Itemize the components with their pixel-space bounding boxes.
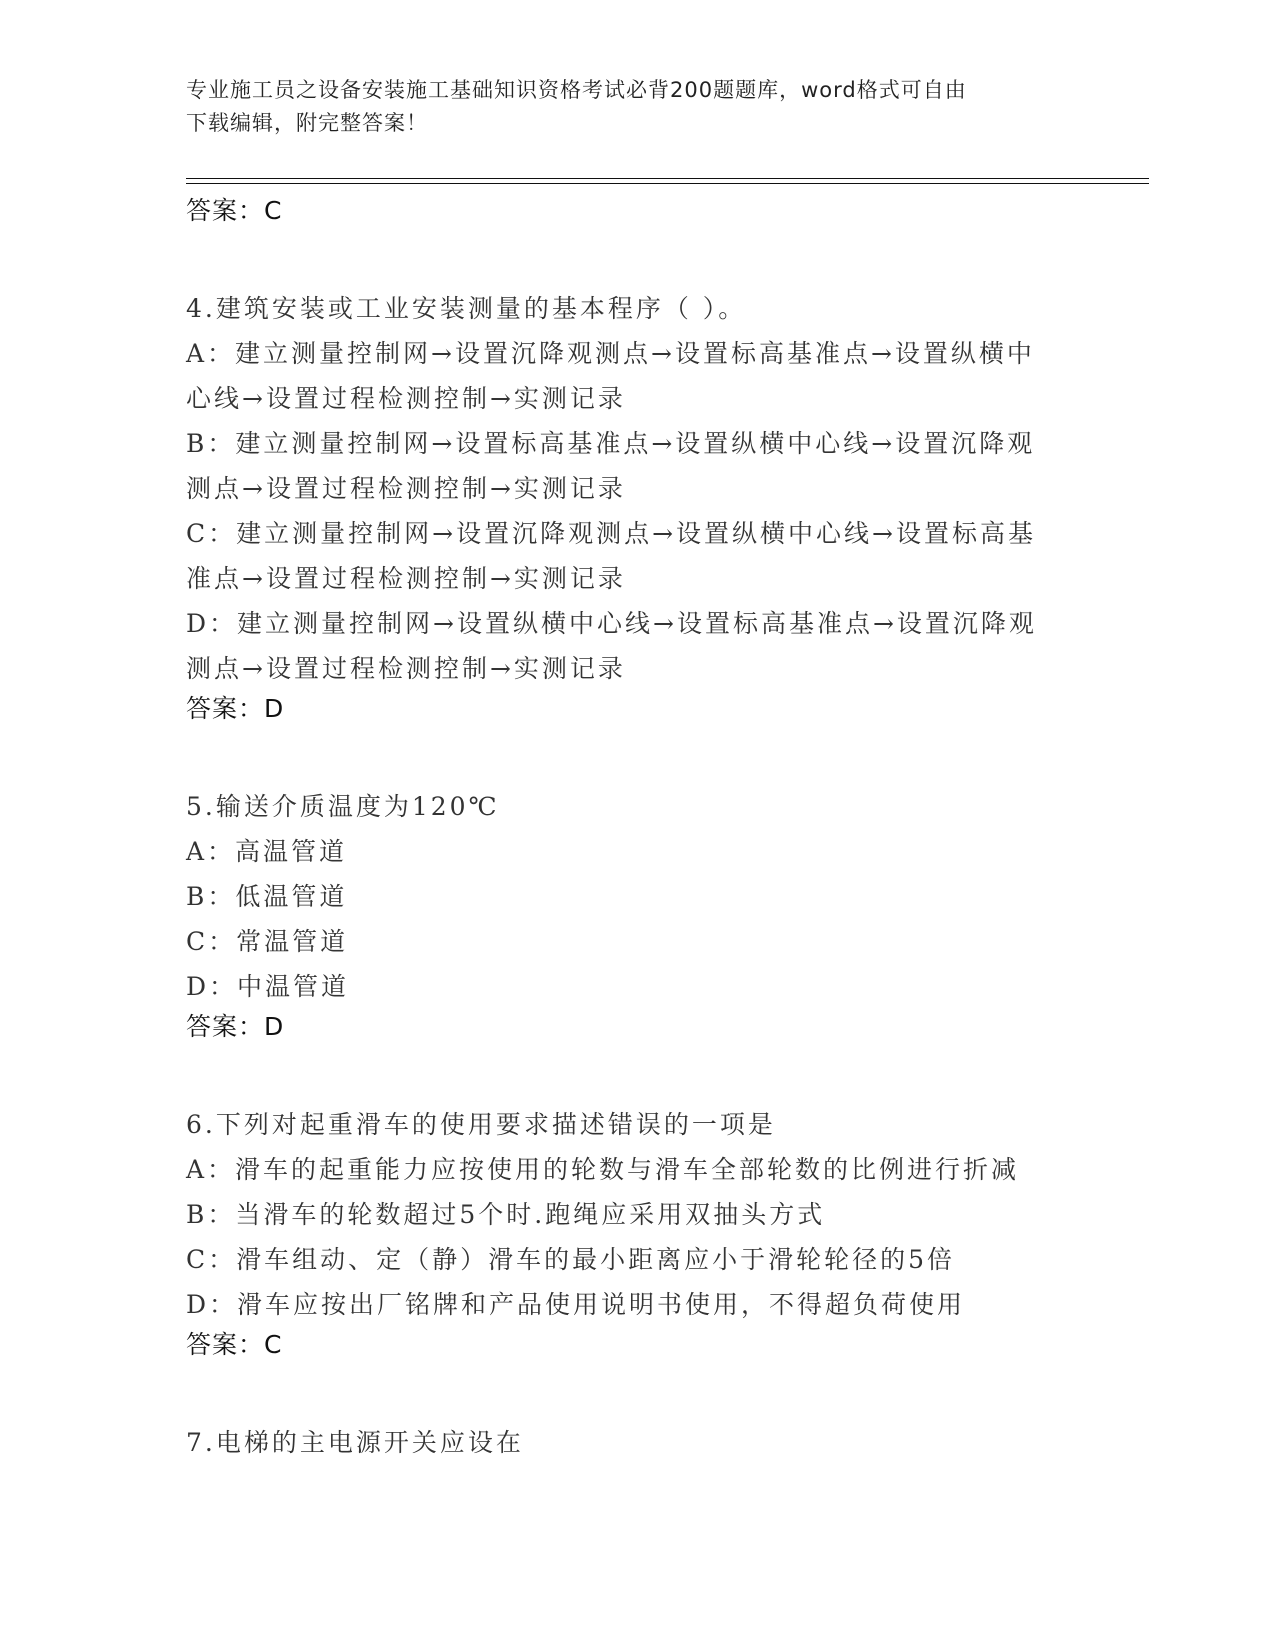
option-d: D：建立测量控制网→设置纵横中心线→设置标高基准点→设置沉降观 测点→设置过程检测控制→实测记录 <box>186 609 1037 683</box>
answer-q3: 答案：C <box>186 196 283 225</box>
question-stem: 4.建筑安装或工业安装测量的基本程序（ ）。 <box>186 294 747 323</box>
header-line-2: 下载编辑，附完整答案！ <box>186 111 428 135</box>
question-5 <box>186 784 1086 1044</box>
option-b: B：低温管道 <box>186 882 348 911</box>
answer-q4: 答案：D <box>186 694 285 723</box>
question-6 <box>186 1102 1086 1362</box>
answer-q5: 答案：D <box>186 1012 285 1041</box>
option-d: D：中温管道 <box>186 972 350 1001</box>
header-rule-bottom <box>186 183 1149 184</box>
option-c: C：建立测量控制网→设置沉降观测点→设置纵横中心线→设置标高基 准点→设置过程检测控制→实测记录 <box>186 519 1036 593</box>
question-stem: 7.电梯的主电源开关应设在 <box>186 1428 524 1457</box>
option-c: C：常温管道 <box>186 927 349 956</box>
question-stem: 6.下列对起重滑车的使用要求描述错误的一项是 <box>186 1110 776 1139</box>
answer-q6: 答案：C <box>186 1330 283 1359</box>
header-line-1: 专业施工员之设备安装施工基础知识资格考试必背200题题库，word格式可自由 <box>186 78 967 102</box>
question-stem: 5.输送介质温度为120℃ <box>186 792 500 821</box>
document-body <box>186 193 1086 1465</box>
option-b: B：建立测量控制网→设置标高基准点→设置纵横中心线→设置沉降观 测点→设置过程检测控制→实测记录 <box>186 429 1036 503</box>
page-header <box>186 74 1086 140</box>
option-a: A：高温管道 <box>186 837 348 866</box>
option-b: B：当滑车的轮数超过5个时.跑绳应采用双抽头方式 <box>186 1200 826 1229</box>
option-a: A：滑车的起重能力应按使用的轮数与滑车全部轮数的比例进行折减 <box>186 1155 1020 1184</box>
option-a: A：建立测量控制网→设置沉降观测点→设置标高基准点→设置纵横中 心线→设置过程检测控制→实测记录 <box>186 339 1035 413</box>
header-rule-top <box>186 178 1149 179</box>
option-c: C：滑车组动、定（静）滑车的最小距离应小于滑轮轮径的5倍 <box>186 1245 956 1274</box>
question-4 <box>186 286 1086 726</box>
option-d: D：滑车应按出厂铭牌和产品使用说明书使用，不得超负荷使用 <box>186 1290 966 1319</box>
question-7 <box>186 1420 1086 1465</box>
